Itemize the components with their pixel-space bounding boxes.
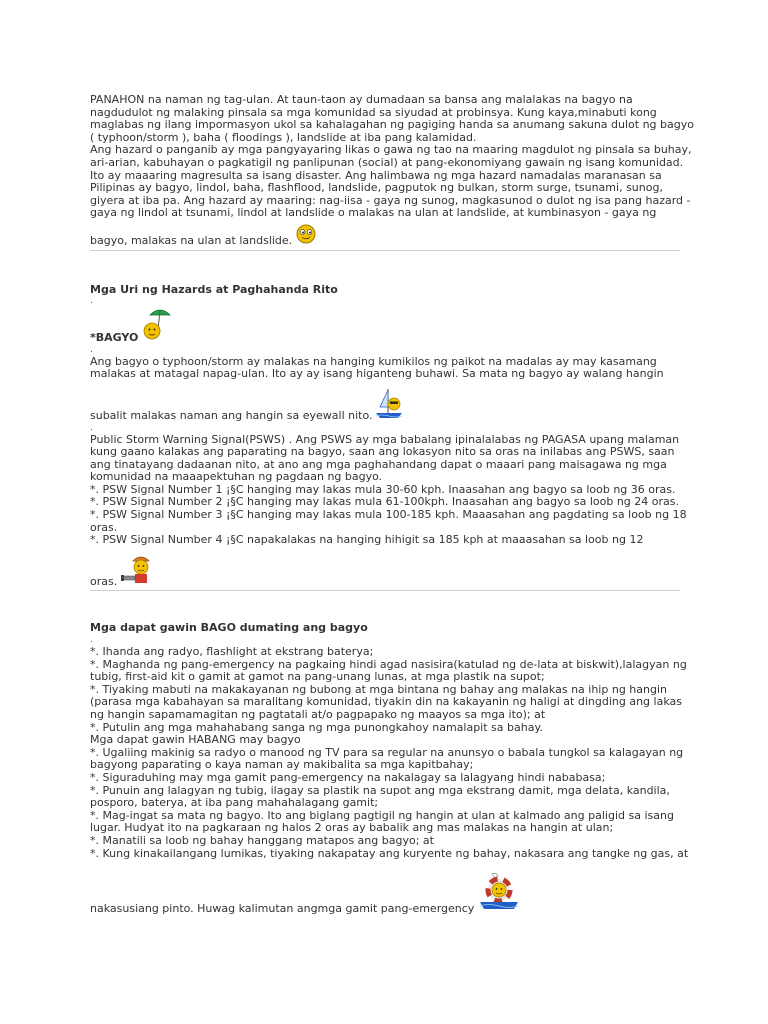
smiley-umbrella-icon: [142, 307, 172, 345]
intro-line: maglabas ng ilang impormasyon ukol sa kahalagahan ng pagiging handa sa anumang sakuna dulot ng bagyo: [90, 118, 694, 132]
during-heading: Mga dapat gawin HABANG may bagyo: [90, 733, 301, 747]
intro-line: ( typhoon/storm ), baha ( floodings ), landslide at iba pang kalamidad.: [90, 130, 477, 144]
prep-last-row: [90, 872, 682, 916]
intro-line: giyera at iba pa. Ang hazard ay maaring: nag-iisa - gaya ng sunog, magkasunod o dulot ng isa pang hazard -: [90, 193, 691, 207]
prep-line: *. Mag-ingat sa mata ng bagyo. Ito ang biglang pagtigil ng hangin at ulan at kalmado ang paligid sa isang: [90, 808, 674, 822]
prep-line: *. Maghanda ng pang-emergency na pagkaing hindi agad nasisira(katulad ng de-lata at biskwit),lalagyan ng: [90, 657, 687, 671]
prep-line: *. Ihanda ang radyo, flashlight at ekstrang baterya;: [90, 645, 374, 659]
prep-line: (parasa mga kabahayan sa maralitang komunidad, tiyakin din na kakayanin ng haligi at dingding ang lakas: [90, 695, 682, 709]
intro-line: Ang hazard o panganib ay mga pangyayaring likas o gawa ng tao na maaring magdulot ng pinsala sa buhay,: [90, 143, 692, 157]
smiley-worker-hardhat-icon: [121, 553, 155, 589]
psws-line: kung gaano kalakas ang paparating na bagyo, saan ang lokasyon nito sa oras na inilabas ang PSWS, saan: [90, 445, 675, 459]
hazards-section: [90, 282, 687, 589]
prep-line: posporo, baterya, at iba pang mahahalagang gamit;: [90, 796, 379, 810]
prep-line: *. Manatili sa loob ng bahay hanggang matapos ang bagyo; at: [90, 833, 434, 847]
bagyo-desc-line: Ang bagyo o typhoon/storm ay malakas na hanging kumikilos ng paikot na madalas ay may kasamang: [90, 354, 657, 368]
prep-line: *. Putulin ang mga mahahabang sanga ng mga punongkahoy namalapit sa bahay.: [90, 720, 543, 734]
preparation-section: [90, 621, 689, 916]
prep-line: *. Punuin ang lalagyan ng tubig, ilagay sa plastik na supot ang mga ekstrang damit, mga delata, kandila,: [90, 783, 670, 797]
psws-signal-1: *. PSW Signal Number 1 ¡§C hanging may lakas mula 30-60 kph. Inaasahan ang bagyo sa loob ng 36 oras.: [90, 482, 676, 496]
dot-separator: .: [90, 422, 93, 433]
prep-line: ng hangin sapamamagitan ng pagtatali at/o pagpapako ng maayos sa mga ito); at: [90, 708, 546, 721]
bagyo-desc-line: malakas at matagal napag-ulan. Ito ay ay isang higanteng buhawi. Sa mata ng bagyo ay walang hangin: [90, 367, 664, 381]
prep-line: *. Kung kinakailangang lumikas, tiyaking nakapatay ang kuryente ng bahay, nakasara ang tangke ng gas, at: [90, 846, 689, 860]
prep-line: *. Ugaliing makinig sa radyo o manood ng TV para sa regular na anunsyo o babala tungkol sa kalagayan ng: [90, 745, 684, 759]
psws-line: oras.: [90, 520, 118, 534]
intro-line: Ito ay maaaring magresulta sa isang disaster. Ang halimbawa ng mga hazard namadalas maranasan sa: [90, 168, 662, 182]
psws-signal-4: *. PSW Signal Number 4 ¡§C napakalakas na hanging hihigit sa 185 kph at maaasahan sa loob ng 12: [90, 533, 644, 547]
intro-last-line: bagyo, malakas na ulan at landslide.: [90, 233, 293, 247]
intro-line: Pilipinas ay bagyo, lindol, baha, flashflood, landslide, pagputok ng bulkan, storm surge, tsunami, sunog,: [90, 181, 663, 195]
psws-line: Public Storm Warning Signal(PSWS) . Ang PSWS ay mga babalang ipinalalabas ng PAGASA upang malaman: [90, 432, 680, 446]
bagyo-label: *BAGYO: [90, 331, 139, 345]
psws-line: ang tinatayang dadaanan nito, at ano ang mga paghahandang dapat o maaari pang maisagawa ng mga: [90, 457, 667, 471]
prep-last-line: nakasusiang pinto. Huwag kalimutan angmga gamit pang-emergency: [90, 902, 475, 916]
intro-line: ari-arian, kabuhayan o pagkatigil ng panlipunan (social) at pang-ekonomiyang gawain ng isang komunidad.: [90, 155, 684, 169]
psws-line: komunidad na maaapektuhan ng pagdaan ng bagyo.: [90, 470, 383, 484]
psws-signal-2: *. PSW Signal Number 2 ¡§C hanging may lakas mula 61-100kph. Inaasahan ang bagyo sa loob ng 24 oras.: [90, 495, 679, 509]
smiley-lifebuoy-boat-icon: [478, 872, 520, 916]
bagyo-desc-last-row: [90, 387, 682, 423]
section-heading: Mga Uri ng Hazards at Paghahanda Rito: [90, 282, 338, 296]
intro-line: nagdudulot ng malaking pinsala sa mga komunidad sa siyudad at probinsya. Kung kaya,minabuti kong: [90, 105, 657, 119]
bagyo-desc-last: subalit malakas naman ang hangin sa eyewall nito.: [90, 408, 373, 422]
psws-last-row: [90, 553, 682, 589]
smiley-sailing-icon: [376, 387, 402, 423]
intro-last-row: [90, 224, 682, 248]
section-heading: Mga dapat gawin BAGO dumating ang bagyo: [90, 621, 368, 635]
prep-line: tubig, first-aid kit o gamit at gamot na pang-unang lunas, at mga plastik na supot;: [90, 670, 545, 684]
prep-line: *. Siguraduhing may mga gamit pang-emergency na nakalagay sa lalagyang hindi nababasa;: [90, 770, 606, 784]
document-body: [90, 93, 694, 916]
bagyo-row: [90, 307, 682, 345]
prep-line: *. Tiyaking mabuti na makakayanan ng bubong at mga bintana ng bahay ang malakas na ihip ng hangin: [90, 682, 667, 696]
prep-line: lugar. Hudyat ito na pagkaraan ng halos 2 oras ay babalik ang mas malakas na hangin at ulan;: [90, 821, 614, 835]
prep-line: bagyong paparating o kaya naman ay makibalita sa mga kapitbahay;: [90, 758, 474, 772]
psws-signal-3: *. PSW Signal Number 3 ¡§C hanging may lakas mula 100-185 kph. Maaasahan ang pagdating sa loob ng 18: [90, 508, 687, 522]
intro-section: [90, 93, 694, 248]
dot-separator: .: [90, 635, 93, 646]
dot-separator: .: [90, 344, 93, 355]
intro-line: gaya ng lindol at tsunami, lindol at landslide o malakas na ulan at landslide, at kumbinasyon - gaya ng: [90, 206, 657, 220]
dot-separator: .: [90, 296, 93, 307]
winking-smiley-icon: [296, 224, 316, 248]
intro-line: PANAHON na naman ng tag-ulan. At taun-taon ay dumadaan sa bansa ang malalakas na bagyo na: [90, 93, 633, 106]
psws-last: oras.: [90, 574, 118, 588]
